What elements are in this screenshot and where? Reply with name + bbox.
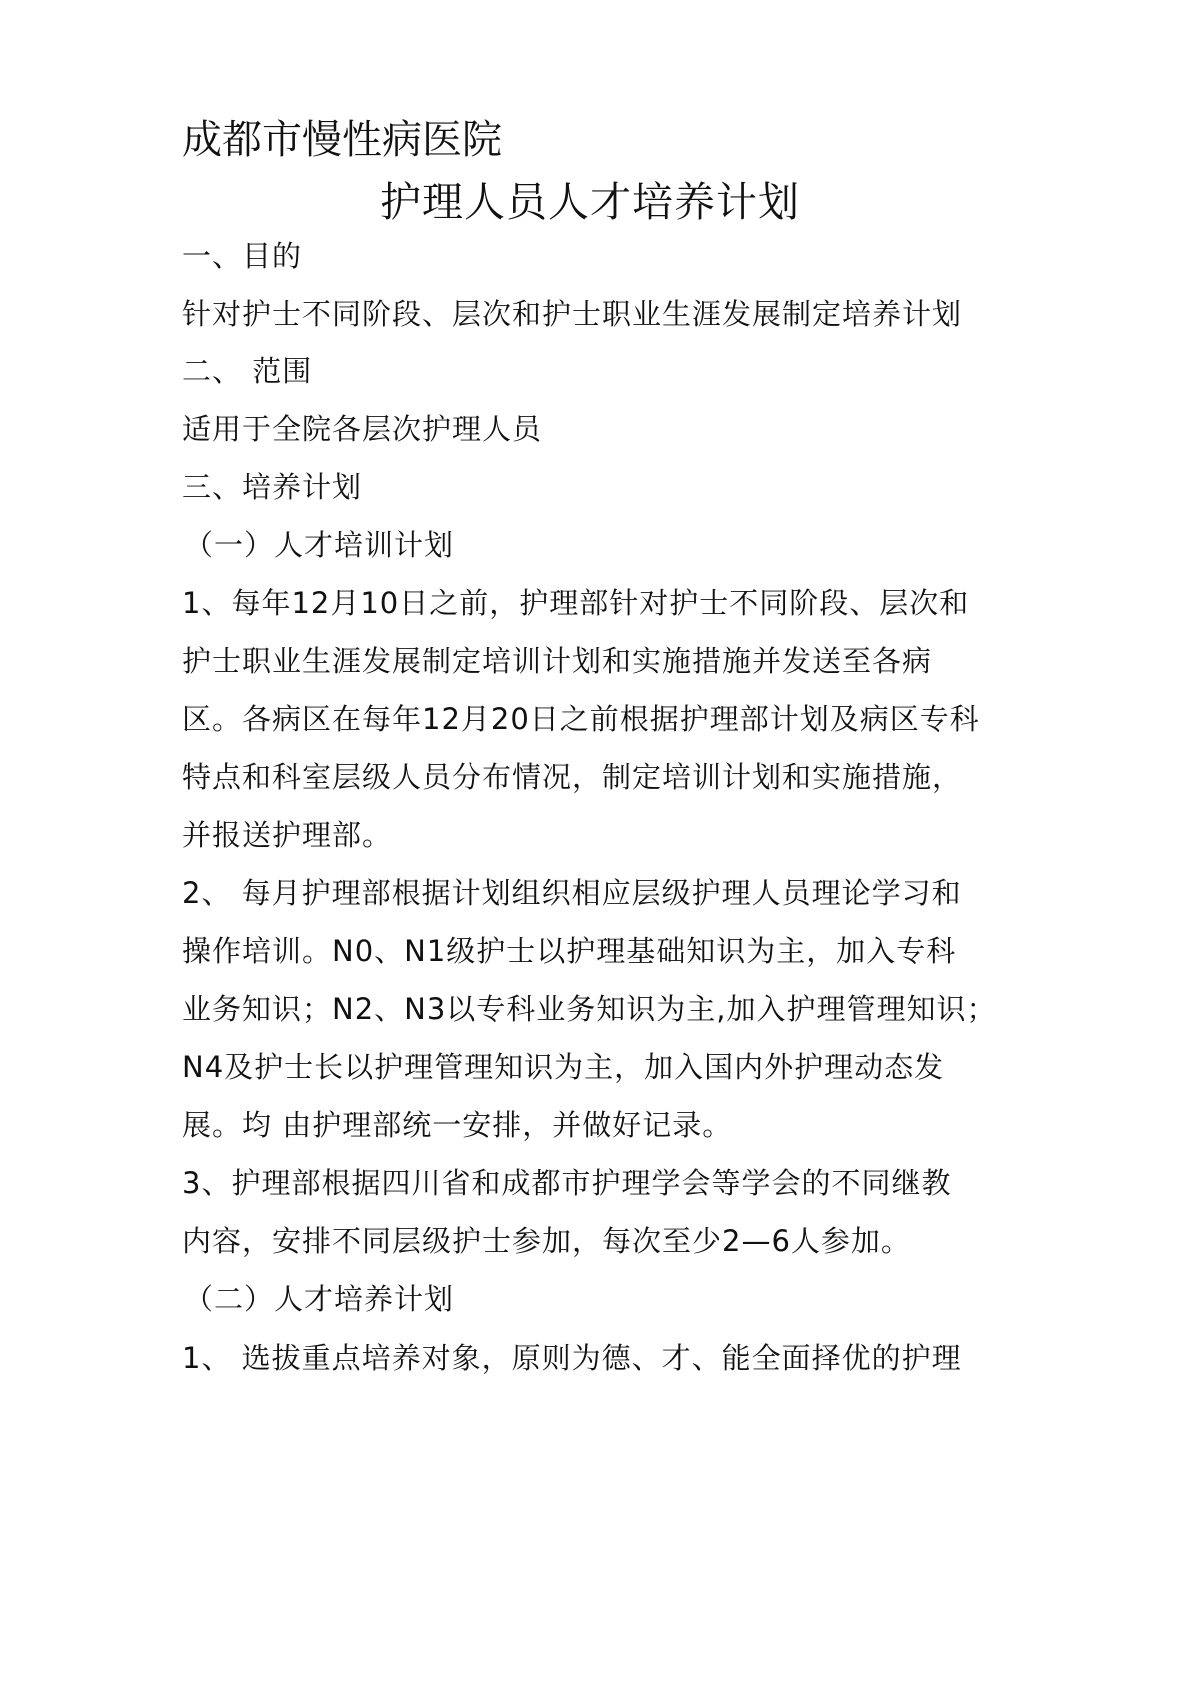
- body-line: 特点和科室层级人员分布情况，制定培训计划和实施措施，: [182, 760, 963, 794]
- section-heading-purpose: 一、目的: [182, 239, 303, 273]
- body-line: 内容，安排不同层级护士参加，每次至少2—6人参加。: [182, 1224, 911, 1258]
- body-line: 1、 选拔重点培养对象，原则为德、才、能全面择优的护理: [182, 1341, 962, 1375]
- body-line: 2、 每月护理部根据计划组织相应层级护理人员理论学习和: [182, 876, 962, 910]
- body-line: 操作培训。N0、N1级护士以护理基础知识为主，加入专科: [182, 934, 957, 968]
- body-line: 针对护士不同阶段、层次和护士职业生涯发展制定培养计划: [182, 297, 963, 331]
- body-line: 护士职业生涯发展制定培训计划和实施措施并发送至各病: [182, 644, 933, 678]
- subsection-heading-training: （一）人才培训计划: [184, 528, 455, 562]
- body-line: 3、护理部根据四川省和成都市护理学会等学会的不同继教: [182, 1166, 952, 1200]
- section-heading-plan: 三、培养计划: [182, 470, 363, 504]
- document-title: 护理人员人才培养计划: [380, 178, 800, 226]
- section-heading-scope: 二、 范围: [182, 354, 313, 388]
- organization-title: 成都市慢性病医院: [182, 117, 502, 163]
- body-line: 并报送护理部。: [182, 818, 393, 852]
- body-line: 区。各病区在每年12月20日之前根据护理部计划及病区专科: [182, 702, 980, 736]
- body-line: 适用于全院各层次护理人员: [182, 412, 543, 446]
- body-line: N4及护士长以护理管理知识为主，加入国内外护理动态发: [182, 1050, 945, 1084]
- body-line: 业务知识；N2、N3以专科业务知识为主,加入护理管理知识；: [182, 992, 997, 1026]
- body-line: 1、每年12月10日之前，护理部针对护士不同阶段、层次和: [182, 586, 970, 620]
- body-line: 展。均 由护理部统一安排，并做好记录。: [182, 1108, 733, 1142]
- subsection-heading-cultivation: （二）人才培养计划: [184, 1282, 455, 1316]
